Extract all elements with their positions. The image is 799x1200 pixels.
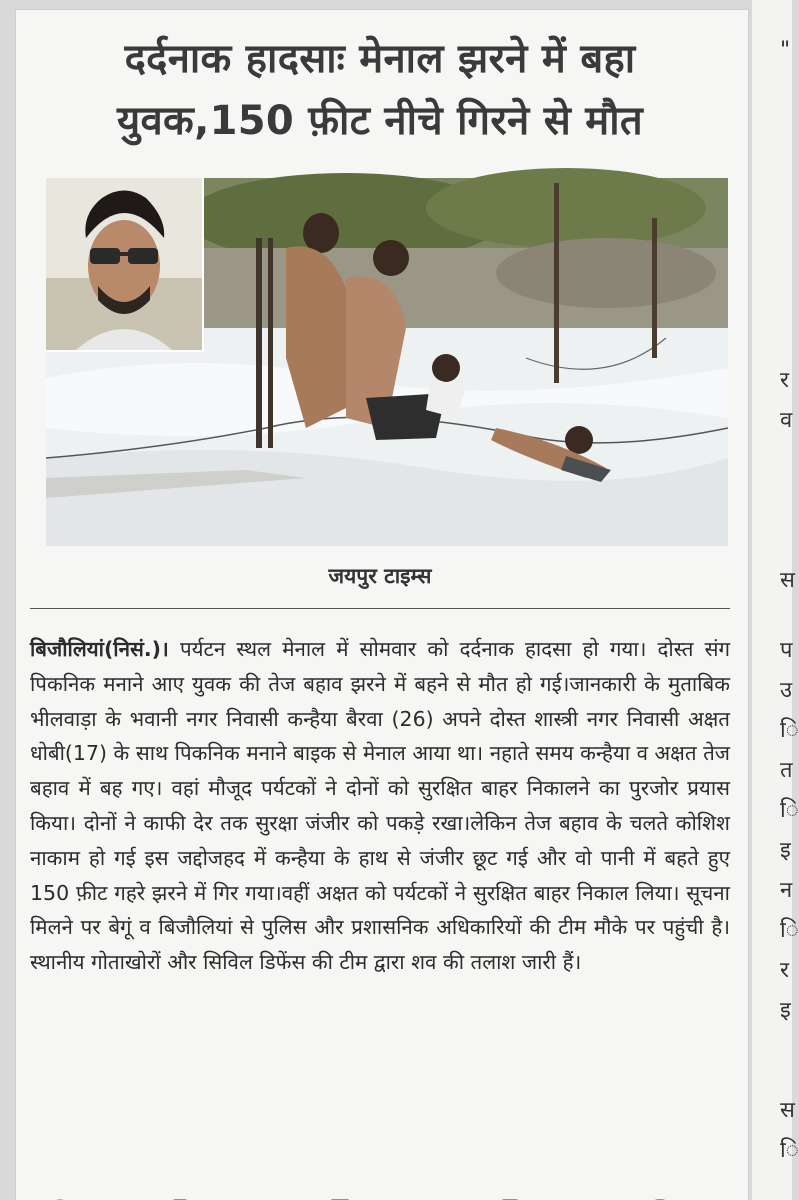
adjacent-column xyxy=(752,0,799,1200)
divider xyxy=(30,608,730,609)
adjacent-column-glyph: त xyxy=(780,758,793,783)
photo-credit: जयपुर टाइम्स xyxy=(328,564,432,588)
adjacent-column-glyph: ि xyxy=(780,798,799,823)
adjacent-column-glyph: इ xyxy=(780,998,791,1023)
dateline: बिजौलियां(निसं.)। xyxy=(30,637,169,661)
next-headline-fragment xyxy=(40,1184,720,1200)
adjacent-column-glyph: ि xyxy=(780,1138,799,1163)
adjacent-column-glyph: ि xyxy=(780,718,799,743)
article-text: पर्यटन स्थल मेनाल में सोमवार को दर्दनाक हादसा हो गया। दोस्त संग पिकनिक मनाने आए युवक की तेज बहाव झरने में बहने से मौत हो गई।जानकारी के मुताबिक भीलवाड़ा के भवानी नगर निवासी कन्हैया बैरवा (26) अपने दोस्त शास्त्री नगर निवासी अक्षत धोबी(17) के साथ पिकनिक मनाने बाइक से मेनाल आया था। नहाते समय कन्हैया व अक्षत तेज बहाव में बह गए। वहां मौजूद पर्यटकों ने दोनों को सुरक्षित बाहर निकालने का पुरजोर प्रयास किया। दोनों ने काफी देर तक सुरक्षा जंजीर को पकड़े रखा।लेकिन तेज बहाव के चलते कोशिश नाकाम हो गई इस जद्दोजहद में कन्हैया के हाथ से जंजीर छूट गई और वो पानी में बहते हुए 150 फ़ीट गहरे झरने में गिर गया।वहीं अक्षत को पर्यटकों ने सुरक्षित बाहर निकाल लिया। सूचना मिलने पर बेगूं व बिजौलियां से पुलिस और प्रशासनिक अधिकारियों की टीम मौके पर पहुंची है। स्थानीय गोताखोरों और सिविल डिफेंस की टीम द्वारा शव की तलाश जारी हैं। xyxy=(30,637,730,975)
article-body xyxy=(30,632,730,980)
victim-portrait-photo xyxy=(46,178,204,352)
headline xyxy=(30,28,730,152)
adjacent-column-glyph: स xyxy=(780,1098,795,1123)
adjacent-column-glyph: " xyxy=(780,38,791,63)
headline-line-1: दर्दनाक हादसाः मेनाल झरने में बहा xyxy=(124,36,636,82)
adjacent-column-glyph: व xyxy=(780,408,793,433)
adjacent-column-glyph: स xyxy=(780,568,795,593)
headline-line-2: युवक,150 फ़ीट नीचे गिरने से मौत xyxy=(117,98,643,144)
adjacent-column-glyph: ि xyxy=(780,918,799,943)
adjacent-column-glyph: न xyxy=(780,878,793,903)
adjacent-column-glyph: र xyxy=(780,958,789,983)
adjacent-column-glyph: प xyxy=(780,638,793,663)
adjacent-column-glyph: र xyxy=(780,368,789,393)
adjacent-column-glyph: इ xyxy=(780,838,791,863)
adjacent-column-glyph: उ xyxy=(780,678,793,703)
